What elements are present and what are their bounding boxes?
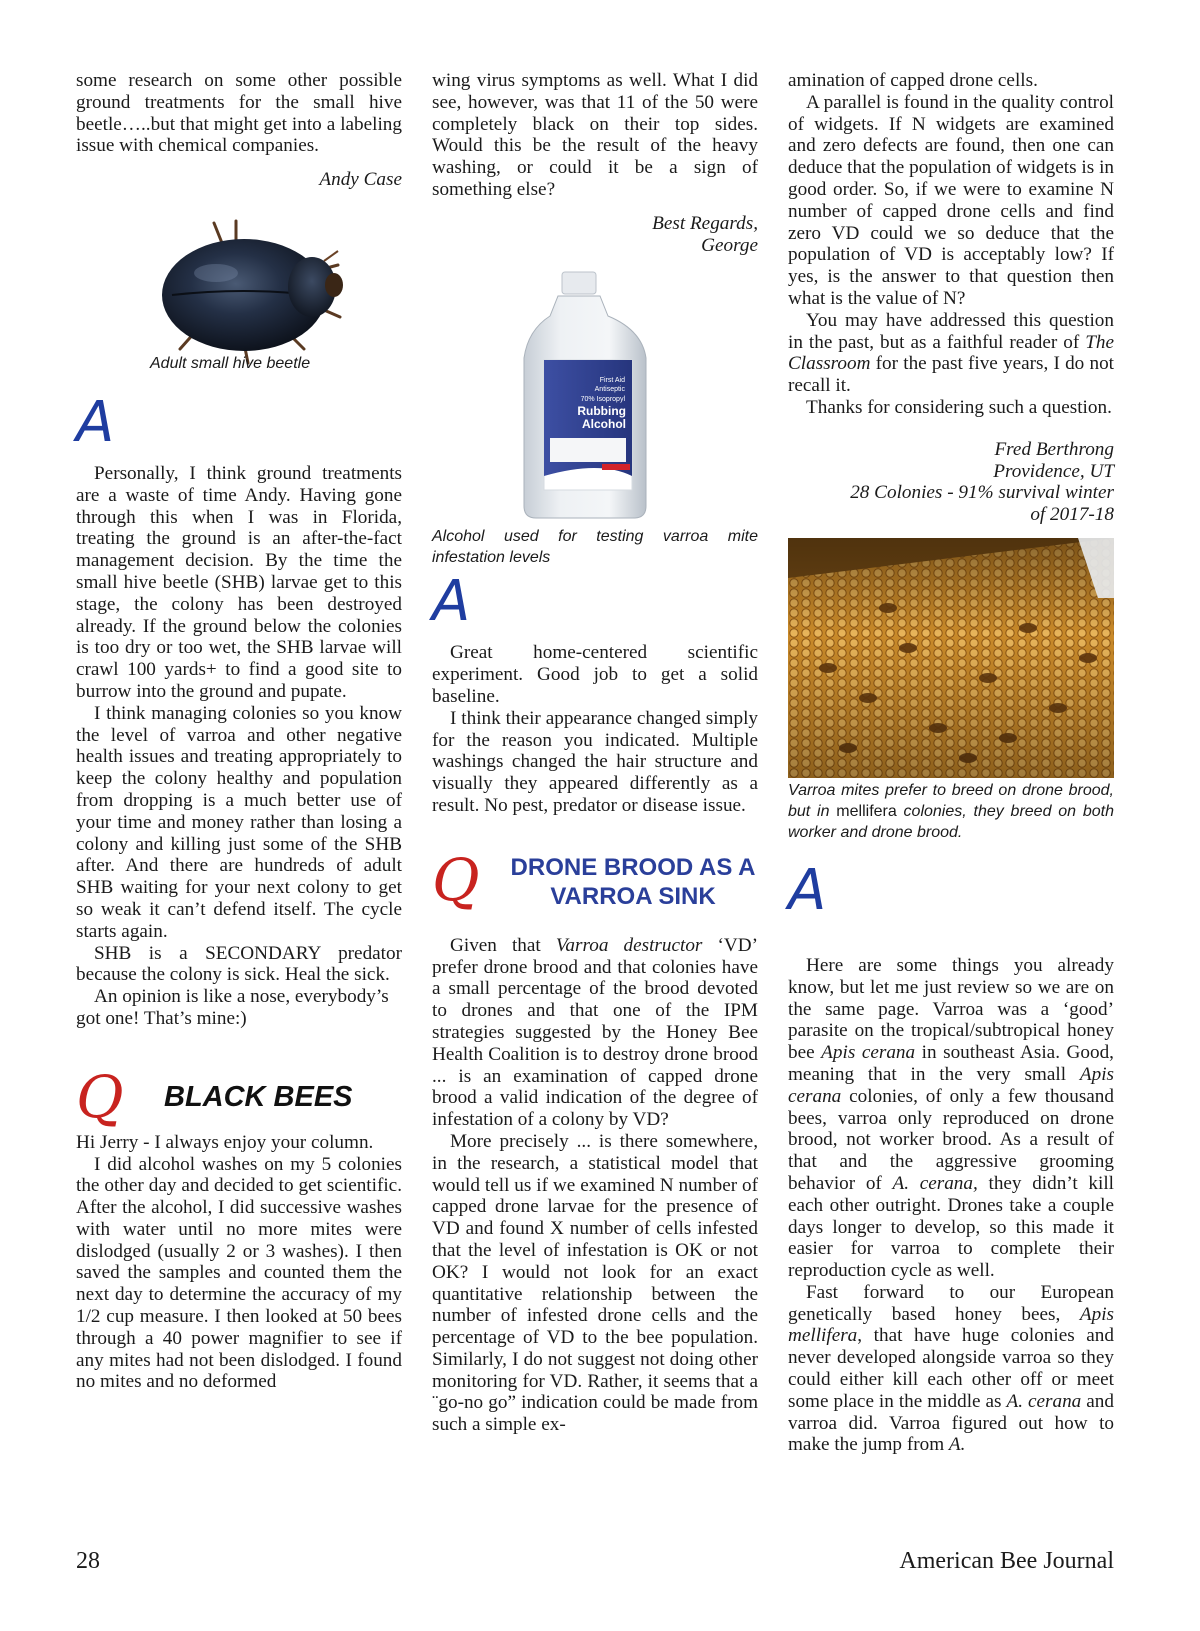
answer-paragraph: Great home-centered scientific experiment. Good job to get a solid baseline. — [432, 642, 758, 707]
answer-paragraph: I think their appearance changed simply for the reason you indicated. Multiple washings changed the hair structure and visually they appeared differently as a result. No pest, predator or disease issue. — [432, 707, 758, 816]
answer-paragraph: I think managing colonies so you know the level of varroa and other negative health issues and treating appropriately to keep the colony healthy and population from dropping is a much better use of your time and money rather than losing a colony and killing just some of the SHB after. And there are hundreds of adult SHB waiting for your next colony to get so weak it can’t defend itself. The cycle starts again. — [76, 702, 402, 942]
text-run: colonies, of only a few thousand bees, varroa only reproduced on drone brood, not worker brood. As a result of that and the aggressive grooming behavior of — [788, 1085, 1114, 1194]
text-run: Given that — [450, 934, 556, 956]
paragraph: Thanks for considering such a question. — [806, 396, 1112, 418]
species-name: mellifera — [836, 802, 897, 820]
text-run: ‘VD’ prefer drone brood and that colonies have a small percentage of the brood devoted to drones and that one of the IPM strategies suggested by the Honey Bee Health Coalition is to destroy drone brood ... is an examination of capped drone brood a valid indication of the degree of infestation of a colony by VD? — [432, 934, 758, 1131]
question-heading-black-bees — [76, 1062, 402, 1132]
text-run: Here are some things you already know, but let me just review so we are on the same page. Varroa was a ‘good’ parasite on the tropical/subtropical honey bee — [788, 954, 1114, 1064]
signature-name: Fred Berthrong — [994, 438, 1114, 460]
bottle-label-line-4: Rubbing — [577, 404, 626, 419]
species-name: A. cerana — [1006, 1390, 1082, 1412]
section-title: DRONE BROOD AS A VARROA SINK — [510, 853, 756, 910]
paragraph: wing virus symptoms as well. What I did see, however, was that 11 of the 50 were completely black on their top sides. Would this be the result of the heavy washing, or could it be a sign of something else? — [432, 70, 758, 200]
alcohol-figure — [432, 270, 758, 520]
question-heading-drone-brood — [432, 845, 758, 923]
bottle-label-line-5: Alcohol — [582, 417, 626, 432]
signature-george: George — [701, 234, 758, 256]
question-paragraph: I did alcohol washes on my 5 colonies the other day and decided to get scientific. After the alcohol, I did successive washes with water until no more mites were dislodged (usually 2 or 3 washes). I then saved the samples and counted them the next day to determine the accuracy of my 1/2 cup measure. I then looked at 50 bees through a 40 power magnifier to see if any mites had not been dislodged. I found no mites and no deformed — [76, 1153, 402, 1393]
text-run: Fast forward to our European genetically based honey bees, — [788, 1281, 1114, 1325]
question-mark: Q — [76, 1062, 124, 1131]
signature-best-regards: Best Regards, — [652, 212, 758, 234]
column-1 — [76, 70, 402, 1393]
alcohol-caption: Alcohol used for testing varroa mite infestation levels — [432, 528, 758, 567]
rubbing-alcohol-bottle — [432, 270, 758, 520]
paragraph: some research on some other possible ground treatments for the small hive beetle…..but that might get into a labeling issue with chemical companies. — [76, 70, 402, 157]
signature-andy-case: Andy Case — [319, 169, 402, 191]
answer-paragraph — [788, 1282, 1114, 1456]
column-3 — [788, 70, 1114, 1456]
species-name: A. — [948, 1434, 966, 1456]
signature-colonies: 28 Colonies - 91% survival winter — [850, 482, 1114, 504]
species-name: Apis cerana — [821, 1042, 916, 1064]
question-mark: Q — [432, 845, 480, 914]
paragraph — [788, 310, 1114, 397]
signature-year: of 2017-18 — [1030, 504, 1114, 526]
text-run: in southeast Asia. Good, meaning that in the very small — [788, 1042, 1114, 1085]
question-paragraph: Hi Jerry - I always enjoy your column. — [76, 1131, 374, 1153]
paragraph: amination of capped drone cells. — [788, 70, 1038, 91]
small-hive-beetle-photo — [76, 203, 402, 375]
text-run: , that have huge colonies and never developed alongside varroa so they could either kill each other off or meet some place in the middle as — [788, 1325, 1114, 1412]
bottle-label-line-3: 70% Isopropyl — [580, 396, 625, 404]
text-run: and varroa did. Varroa figured out how to make the jump from — [788, 1390, 1114, 1456]
answer-paragraph: Personally, I think ground treatments are a waste of time Andy. Having gone through this when I was in Florida, treating the ground is an after-the-fact management decision. By the time the small hive beetle (SHB) larvae get to this stage, the colony has been destroyed already. If the ground below the colonies is too dry or too wet, the SHB larvae will crawl 100 yards+ to find a good site to burrow into the ground and pupate. — [76, 462, 402, 702]
species-name: Varroa destructor — [555, 934, 703, 956]
text-run: Varroa mites prefer to breed on drone brood, but in — [788, 781, 1114, 820]
text-run: they didn’t kill each other outright. Drones take a couple days longer to develop, so this made it easier for varroa to complete their reproduction cycle as well. — [788, 1172, 1114, 1282]
column-name: The Classroom — [788, 331, 1114, 375]
text-run: You may have addressed this question in the past, but as a faithful reader of — [788, 309, 1114, 353]
answer-paragraph — [788, 955, 1114, 1282]
question-paragraph: More precisely ... is there somewhere, in the research, a statistical model that would tell us if we examined N number of capped drone larvae for the presence of VD and found X number of cells infested that the level of infestation is OK or not OK? I would not look for an exact quantitative relationship between the number of infested drone cells and the percentage of VD to the bee population. Similarly, I do not suggest not doing other monitoring for VD. Rather, it seems that a ¨go-no go” indication could be made from such a simple ex- — [432, 1130, 758, 1436]
answer-paragraph: SHB is a SECONDARY predator because the colony is sick. Heal the sick. — [76, 942, 402, 986]
species-name: Apis mellifera — [788, 1303, 1114, 1347]
brood-comb-photo — [788, 538, 1114, 778]
signature-location: Providence, UT — [993, 460, 1114, 482]
answer-mark: A — [432, 569, 471, 635]
answer-paragraph: An opinion is like a nose, everybody’s got one! That’s mine:) — [76, 986, 389, 1029]
magazine-name: American Bee Journal — [899, 1548, 1114, 1574]
page-number: 28 — [76, 1548, 100, 1574]
beetle-caption: Adult small hive beetle — [150, 354, 311, 372]
beetle-figure — [76, 203, 402, 375]
bottle-label-line-2: Antiseptic — [594, 386, 625, 394]
species-name: A. cerana, — [892, 1172, 978, 1194]
brood-comb-caption — [788, 780, 1114, 843]
answer-mark: A — [788, 857, 827, 923]
bottle-label-line-1: First Aid — [599, 377, 625, 385]
brood-comb-figure — [788, 538, 1114, 778]
text-run: colonies, they breed on both worker and drone brood. — [788, 802, 1114, 841]
section-title: BLACK BEES — [164, 1080, 353, 1113]
column-2 — [432, 70, 758, 1436]
text-run: for the past five years, I do not recall it. — [788, 353, 1114, 397]
question-paragraph — [432, 935, 758, 1131]
paragraph: A parallel is found in the quality control of widgets. If N widgets are examined and zero defects are found, then one can deduce that the population of widgets is in good order. So, if we were to examine N number of capped drone cells and find zero VD could we so deduce that the population of VD is acceptably low? If yes, is the answer to that question then what is the value of N? — [788, 91, 1114, 309]
answer-mark: A — [76, 389, 115, 455]
species-name: Apis cerana — [788, 1063, 1114, 1107]
